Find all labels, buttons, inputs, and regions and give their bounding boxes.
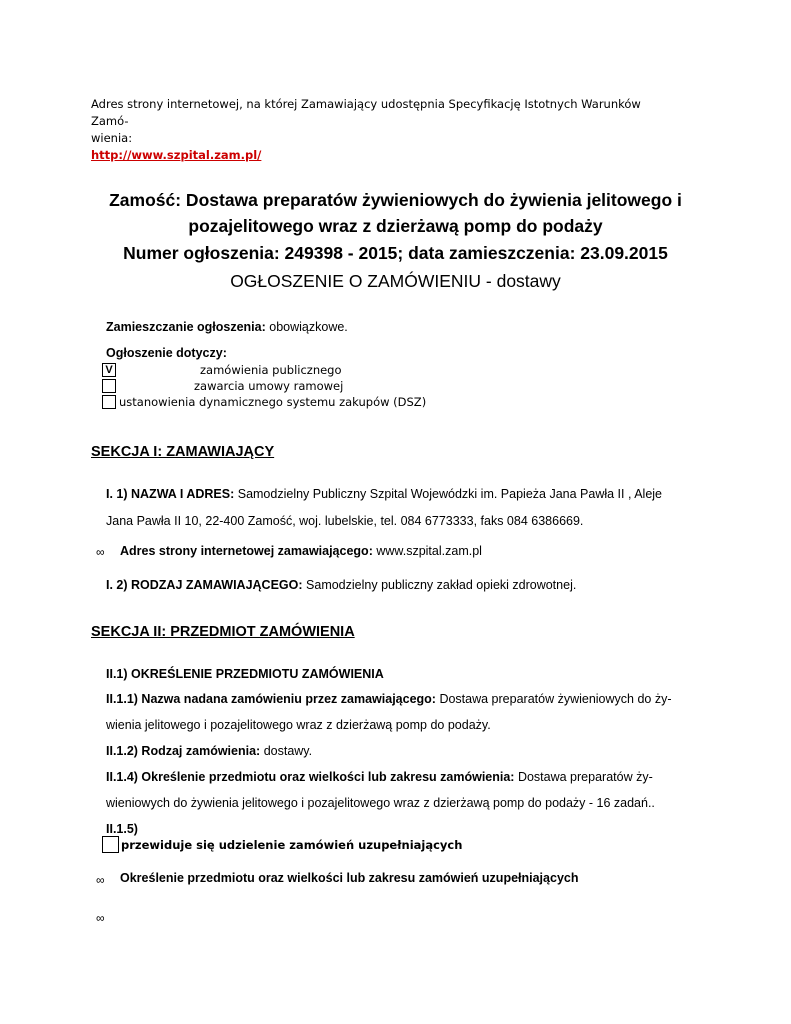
option-checkbox-framework[interactable] <box>102 379 116 393</box>
website-row <box>120 544 482 558</box>
option-label-public: zamówienia publicznego <box>200 363 342 377</box>
intro-text-cont: wienia: <box>91 131 133 145</box>
order-scope-label: II.1.4) Określenie przedmiotu oraz wielkości lub zakresu zamówienia: <box>106 770 515 784</box>
intro-text: Adres strony internetowej, na której Zamawiający udostępnia Specyfikację Istotnych Warunków Zamó- <box>91 97 641 128</box>
placement-value: obowiązkowe. <box>269 320 348 334</box>
bullet-icon: ∞ <box>96 911 105 925</box>
order-scope-cont: wieniowych do żywienia jelitowego i pozajelitowego wraz z dzierżawą pomp do podaży - 16 zadań.. <box>106 796 655 810</box>
order-name-row <box>106 692 672 706</box>
contracting-address: Jana Pawła II 10, 22-400 Zamość, woj. lubelskie, tel. 084 6773333, faks 084 6386669. <box>106 514 584 528</box>
order-name-label: II.1.1) Nazwa nadana zamówieniu przez zamawiającego: <box>106 692 436 706</box>
order-kind-row <box>106 744 312 758</box>
order-name-value: Dostawa preparatów żywieniowych do ży- <box>439 692 672 706</box>
order-kind-value: dostawy. <box>263 744 313 758</box>
supplementary-checkbox[interactable] <box>102 836 119 853</box>
supplementary-label: przewiduje się udzielenie zamówień uzupełniających <box>121 838 463 852</box>
bullet-icon: ∞ <box>96 873 105 887</box>
order-scope-value: Dostawa preparatów ży- <box>517 770 653 784</box>
option-label-framework: zawarcia umowy ramowej <box>194 379 344 393</box>
website-value: www.szpital.zam.pl <box>376 544 482 558</box>
section-2-heading: SEKCJA II: PRZEDMIOT ZAMÓWIENIA <box>91 624 355 640</box>
contracting-name-label: I. 1) NAZWA I ADRES: <box>106 487 235 501</box>
order-name-cont: wienia jelitowego i pozajelitowego wraz z dzierżawą pomp do podaży. <box>106 718 491 732</box>
contracting-type-label: I. 2) RODZAJ ZAMAWIAJĄCEGO: <box>106 578 303 592</box>
placement-row <box>106 320 348 334</box>
placement-label: Zamieszczanie ogłoszenia: <box>106 320 266 334</box>
supplementary-scope-label: Określenie przedmiotu oraz wielkości lub zakresu zamówień uzupełniających <box>120 871 579 885</box>
option-checkbox-public[interactable]: V <box>102 363 116 377</box>
option-checkbox-dsz[interactable] <box>102 395 116 409</box>
option-label-dsz: ustanowienia dynamicznego systemu zakupów (DSZ) <box>119 395 427 409</box>
item-115-label: II.1.5) <box>106 822 138 836</box>
siwz-link[interactable]: http://www.szpital.zam.pl/ <box>91 148 262 162</box>
contracting-name-row <box>106 487 662 501</box>
order-scope-row <box>106 770 653 784</box>
section-1-heading: SEKCJA I: ZAMAWIAJĄCY <box>91 444 275 460</box>
intro-block <box>91 96 671 164</box>
contracting-type-value: Samodzielny publiczny zakład opieki zdrowotnej. <box>306 578 577 592</box>
concerns-label: Ogłoszenie dotyczy: <box>106 346 227 360</box>
subject-heading: II.1) OKREŚLENIE PRZEDMIOTU ZAMÓWIENIA <box>106 667 384 681</box>
contracting-name-value: Samodzielny Publiczny Szpital Wojewódzki im. Papieża Jana Pawła II , Aleje <box>237 487 663 501</box>
notice-type: OGŁOSZENIE O ZAMÓWIENIU - dostawy <box>230 271 561 291</box>
title-line-1: Zamość: Dostawa preparatów żywieniowych do żywienia jelitowego i <box>109 190 682 210</box>
bullet-icon: ∞ <box>96 545 105 559</box>
notice-number: Numer ogłoszenia: 249398 - 2015; data zamieszczenia: 23.09.2015 <box>123 243 668 263</box>
title-line-2: pozajelitowego wraz z dzierżawą pomp do podaży <box>188 216 603 236</box>
website-label: Adres strony internetowej zamawiającego: <box>120 544 373 558</box>
order-kind-label: II.1.2) Rodzaj zamówienia: <box>106 744 261 758</box>
contracting-type-row <box>106 578 576 592</box>
